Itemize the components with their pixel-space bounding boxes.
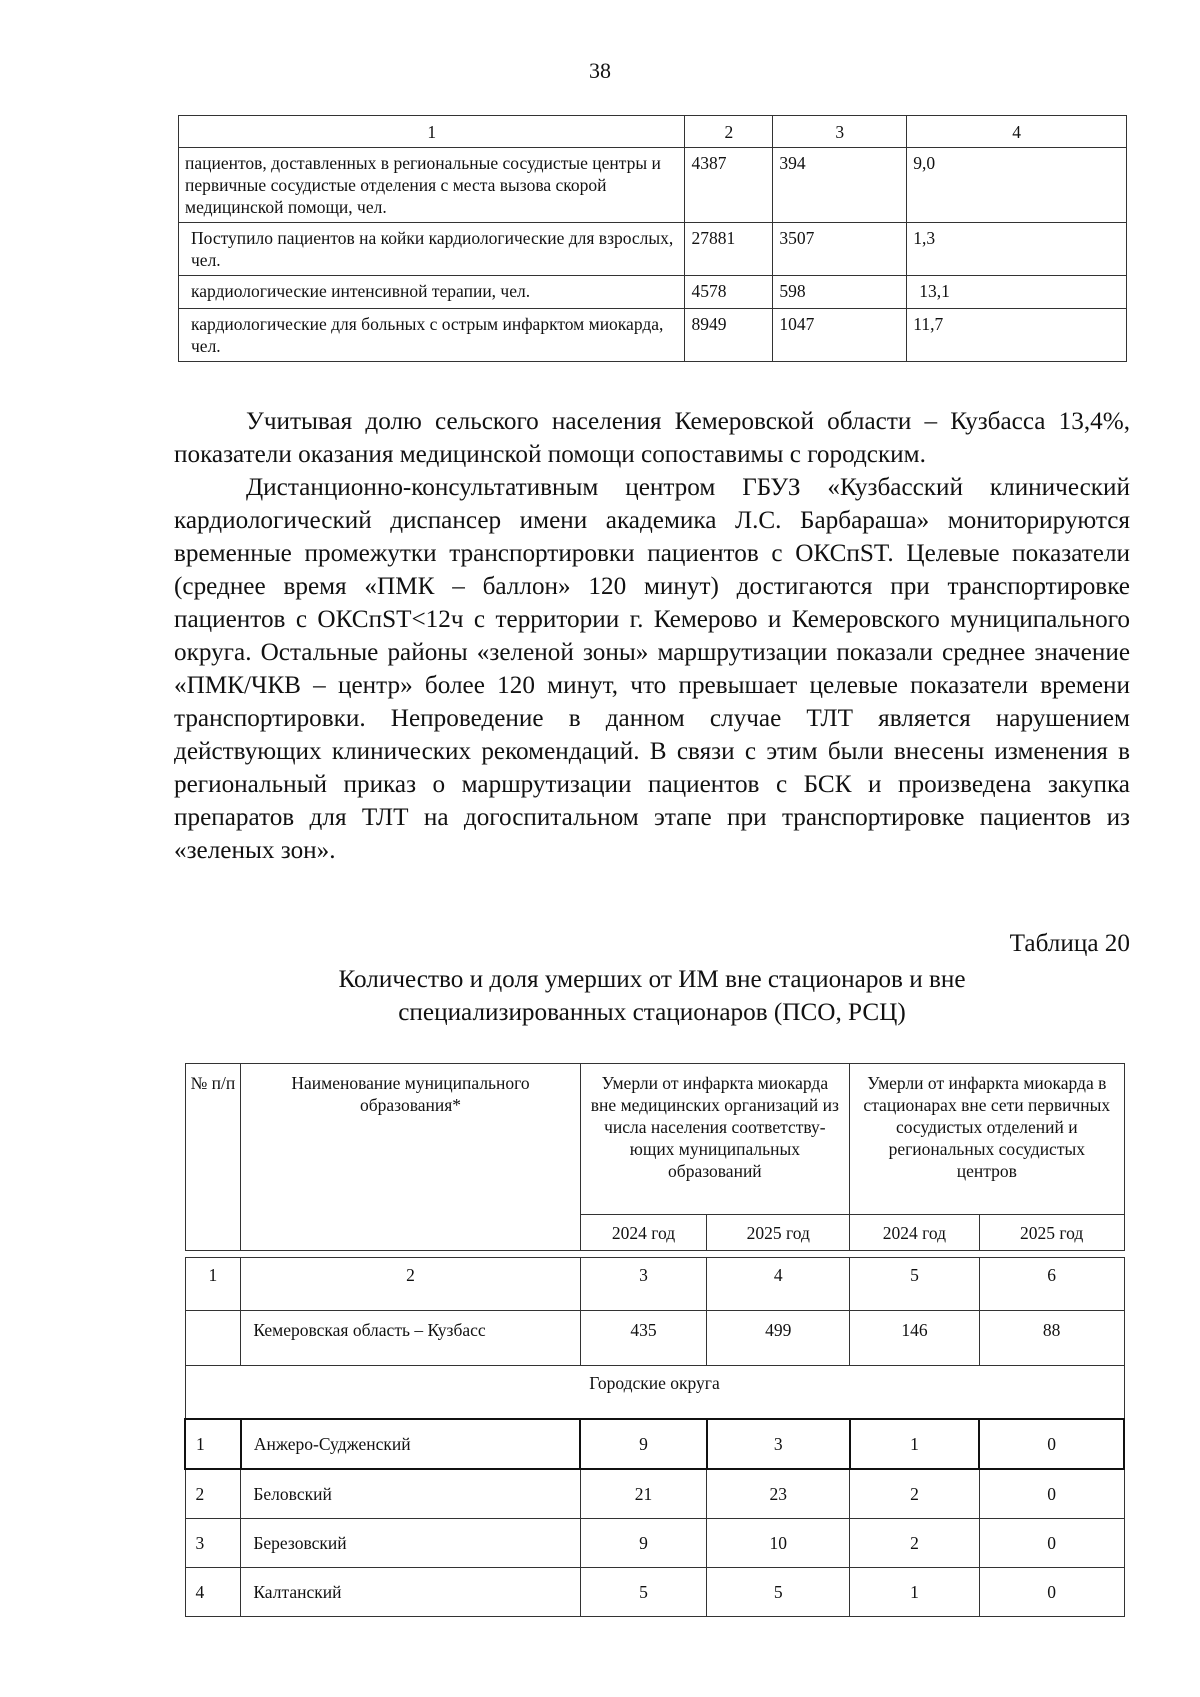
row-value: 394 — [773, 148, 907, 223]
row-label: Поступило пациентов на койки кардиологические для взрослых, чел. — [179, 223, 685, 276]
value-cell: 0 — [979, 1568, 1124, 1617]
header-year: 2024 год — [850, 1215, 980, 1251]
value-cell: 1 — [850, 1568, 980, 1617]
row-label: кардиологические интенсивной терапии, чел. — [179, 276, 685, 309]
value-cell: 0 — [979, 1419, 1124, 1469]
table-row — [185, 1519, 1124, 1568]
row-value: 4578 — [685, 276, 773, 309]
mortality-table — [184, 1063, 1125, 1617]
column-number: 3 — [580, 1258, 707, 1311]
value-cell: 0 — [979, 1469, 1124, 1519]
column-number-row — [185, 1258, 1124, 1311]
header-cell: 4 — [907, 116, 1127, 148]
table-header-row — [185, 1064, 1124, 1215]
table-header-row — [179, 116, 1127, 148]
value-cell: 146 — [850, 1311, 980, 1366]
header-group-outside-organizations: Умерли от инфаркта миокарда вне медицинских организаций из числа населения соответству-ющих муниципальных образований — [580, 1064, 849, 1215]
value-cell: 21 — [580, 1469, 707, 1519]
section-row — [185, 1366, 1124, 1420]
page-number: 38 — [589, 58, 611, 83]
header-year: 2025 год — [707, 1215, 850, 1251]
value-cell: 2 — [850, 1519, 980, 1568]
value-cell: 3 — [707, 1419, 850, 1469]
header-municipality: Наименование муниципального образования* — [241, 1064, 580, 1251]
row-number — [185, 1311, 241, 1366]
column-number: 1 — [185, 1258, 241, 1311]
value-cell: 5 — [580, 1568, 707, 1617]
table-gap — [185, 1251, 1124, 1258]
header-number: № п/п — [185, 1064, 241, 1251]
column-number: 5 — [850, 1258, 980, 1311]
table-row — [179, 276, 1127, 309]
header-group-outside-network: Умерли от инфаркта миокарда в стационарах вне сети первичных сосудистых отделений и региональных сосудистых центров — [850, 1064, 1124, 1215]
row-value: 3507 — [773, 223, 907, 276]
header-cell: 1 — [179, 116, 685, 148]
value-cell: 10 — [707, 1519, 850, 1568]
row-number: 2 — [185, 1469, 241, 1519]
row-number: 3 — [185, 1519, 241, 1568]
header-cell: 2 — [685, 116, 773, 148]
table-row — [185, 1568, 1124, 1617]
header-cell: 3 — [773, 116, 907, 148]
municipality-name: Калтанский — [241, 1568, 580, 1617]
value-cell: 2 — [850, 1469, 980, 1519]
value-cell: 23 — [707, 1469, 850, 1519]
table-row — [185, 1419, 1124, 1469]
row-label: пациентов, доставленных в региональные сосудистые центры и первичные сосудистые отделения с места вызова скорой медицинской помощи, чел. — [179, 148, 685, 223]
row-value: 13,1 — [907, 276, 1127, 309]
municipality-name: Кемеровская область – Кузбасс — [241, 1311, 580, 1366]
table-caption: Таблица 20 — [1009, 930, 1130, 957]
row-value: 8949 — [685, 309, 773, 362]
value-cell: 9 — [580, 1519, 707, 1568]
value-cell: 1 — [850, 1419, 980, 1469]
row-value: 1047 — [773, 309, 907, 362]
row-value: 27881 — [685, 223, 773, 276]
section-label: Городские округа — [185, 1366, 1124, 1420]
value-cell: 5 — [707, 1568, 850, 1617]
row-value: 598 — [773, 276, 907, 309]
paragraph: Дистанционно-консультативным центром ГБУЗ «Кузбасский клинический кардиологический диспансер имени академика Л.С. Барбараша» мониторируются временные промежутки транспортировки пациентов с ОКСпST. Целевые показатели (среднее время «ПМК – баллон» 120 минут) достигаются при транспортировке пациентов с ОКСпST<12ч с территории г. Кемерово и Кемеровского муниципального округа. Остальные районы «зеленой зоны» маршрутизации показали среднее значение «ПМК/ЧКВ – центр» более 120 минут, что превышает целевые показатели времени транспортировки. Непроведение в данном случае ТЛТ является нарушением действующих клинических рекомендаций. В связи с этим были внесены изменения в региональный приказ о маршрутизации пациентов с БСК и произведена закупка препаратов для ТЛТ на догоспитальном этапе при транспортировке пациентов из «зеленых зон». — [174, 474, 1130, 864]
value-cell: 0 — [979, 1519, 1124, 1568]
column-number: 6 — [979, 1258, 1124, 1311]
column-number: 2 — [241, 1258, 580, 1311]
table-row — [185, 1469, 1124, 1519]
value-cell: 435 — [580, 1311, 707, 1366]
total-row — [185, 1311, 1124, 1366]
municipality-name: Березовский — [241, 1519, 580, 1568]
table-row — [179, 309, 1127, 362]
row-number: 1 — [185, 1419, 241, 1469]
row-label: кардиологические для больных с острым инфарктом миокарда, чел. — [179, 309, 685, 362]
table-title-line: специализированных стационаров (ПСО, РСЦ) — [398, 999, 906, 1026]
row-value: 9,0 — [907, 148, 1127, 223]
header-year: 2024 год — [580, 1215, 707, 1251]
paragraph: Учитывая долю сельского населения Кемеровской области – Кузбасса 13,4%, показатели оказания медицинской помощи сопоставимы с городским. — [174, 408, 1130, 468]
row-value: 4387 — [685, 148, 773, 223]
table-title-line: Количество и доля умерших от ИМ вне стационаров и вне — [338, 966, 966, 993]
continuation-table — [178, 115, 1127, 362]
row-value: 11,7 — [907, 309, 1127, 362]
body-text — [174, 405, 1130, 867]
header-year: 2025 год — [979, 1215, 1124, 1251]
column-number: 4 — [707, 1258, 850, 1311]
value-cell: 499 — [707, 1311, 850, 1366]
table-row — [179, 148, 1127, 223]
row-number: 4 — [185, 1568, 241, 1617]
municipality-name: Анжеро-Судженский — [241, 1419, 580, 1469]
municipality-name: Беловский — [241, 1469, 580, 1519]
table-title — [174, 963, 1130, 1029]
table-row — [179, 223, 1127, 276]
value-cell: 9 — [580, 1419, 707, 1469]
row-value: 1,3 — [907, 223, 1127, 276]
value-cell: 88 — [979, 1311, 1124, 1366]
